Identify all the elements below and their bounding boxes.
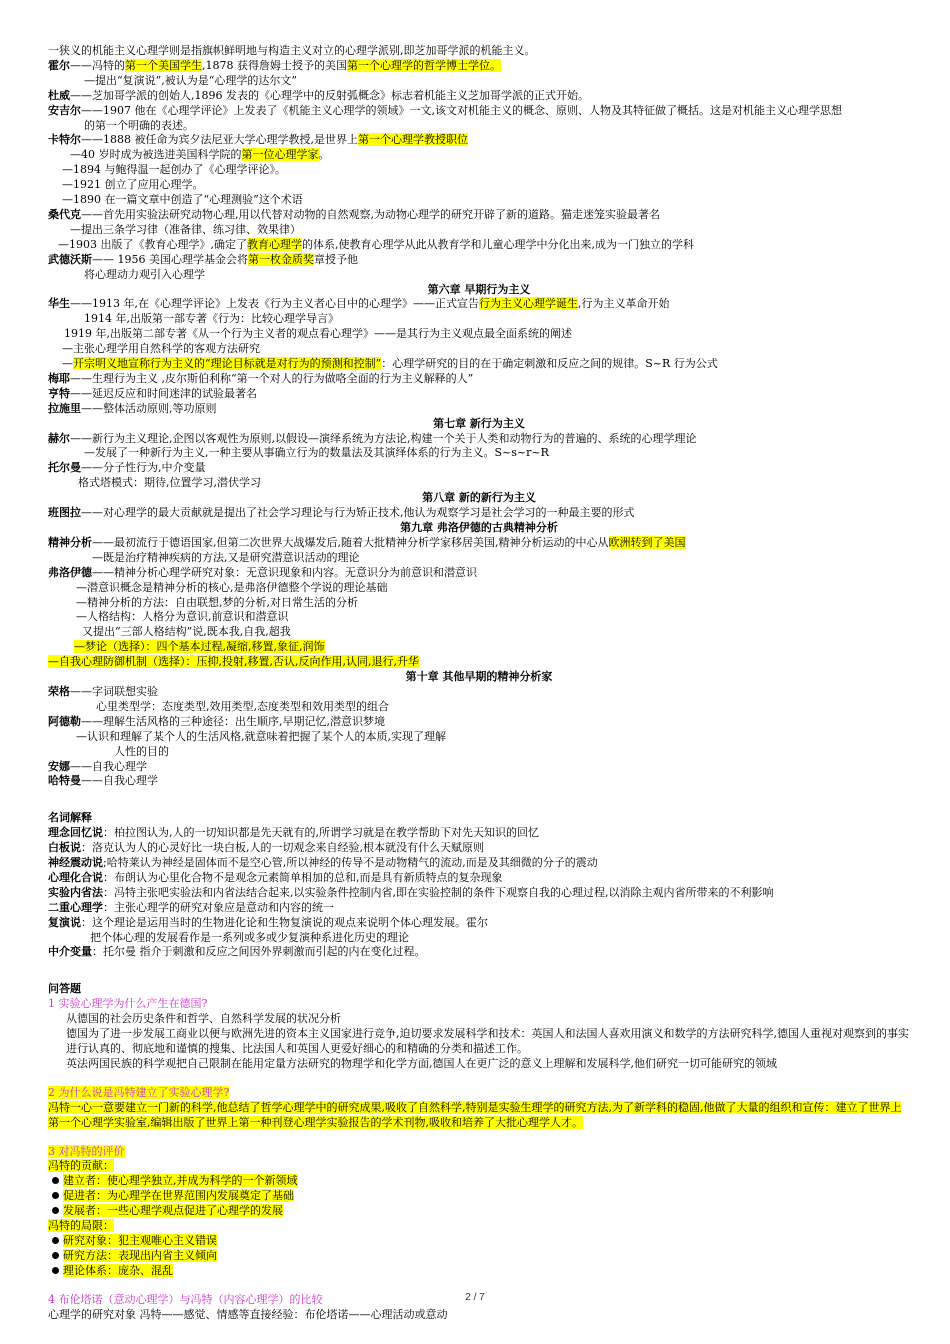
text-line [48,1027,910,1057]
text-segment: —1903 出版了《教育心理学》,确定了 [58,237,247,251]
text-line [48,59,910,74]
text-line [48,1145,910,1160]
text-segment: 教育心理学 [247,237,302,251]
text-line [48,581,910,596]
text-line [48,178,910,193]
text-line [48,774,910,789]
text-segment: 格式塔模式：期待,位置学习,潜伏学习 [78,476,261,490]
chapter-heading [48,521,910,536]
text-segment: 欧洲转到了美国 [608,535,686,549]
text-segment: ——整体活动原则,等功原则 [81,401,217,415]
term-label: 白板说 [48,841,81,855]
text-line [48,856,910,871]
text-segment: ：这个理论是运用当时的生物进化论和生物复演说的观点来说明个体心理发展。霍尔 [81,915,488,929]
text-line [48,44,910,59]
spacer [48,1131,910,1145]
term-label: 安娜 [48,759,70,773]
term-label: 二重心理学 [48,900,103,914]
text-line [48,253,910,268]
text-line [48,1174,910,1189]
text-segment: ：托尔曼 指介于刺激和反应之间因外界刺激而引起的内在变化过程。 [92,945,426,959]
text-segment: ：柏拉图认为,人的一切知识都是先天就有的,所谓学习就是在教学帮助下对先天知识的回忆 [103,826,539,840]
text-line [48,1264,910,1279]
bullet-icon [52,1252,59,1259]
text-segment: ;哈特莱认为神经是固体而不是空心管,所以神经的传导不是动物精气的流动,而是及其细微的分子的震动 [103,856,598,870]
text-segment: 1914 年,出版第一部专著《行为：比较心理学导言》 [84,312,339,326]
text-segment: —提出“复演说”,被认为是“心理学的达尔文” [84,73,297,87]
term-label: 杜威 [48,88,70,102]
term-label: 实验内省法 [48,885,103,899]
text-segment: 1919 年,出版第二部专著《从一个行为主义者的观点看心理学》——是其行为主义观点最全面系统的阐述 [64,327,572,341]
term-label: 第八章 新的新行为主义 [422,491,536,505]
bullet-icon [52,1267,59,1274]
text-segment: —精神分析的方法：自由联想,梦的分析,对日常生活的分析 [76,595,358,609]
text-line [48,700,910,715]
text-line [48,640,910,655]
text-segment: 把个体心理的发展看作是一系列或多或少复演种系进化历史的理论 [90,930,409,944]
text-segment: ,行为主义革命开始 [578,297,670,311]
bullet-icon [52,1207,59,1214]
text-segment: ——延迟反应和时间迷津的试验最著名 [70,386,257,400]
text-line [48,610,910,625]
term-label: 拉施里 [48,401,81,415]
term-label: 华生 [48,297,70,311]
spacer [48,1072,910,1086]
text-segment: 4 布伦塔诺（意动心理学）与冯特（内容心理学）的比较 [48,1292,323,1306]
term-label: 武德沃斯 [48,252,92,266]
text-segment: —梦论（选择）：四个基本过程,凝缩,移置,象征,润饰 [74,640,325,654]
text-segment: ——1907 他在《心理学评论》上发表了《机能主义心理学的领域》一文,该文对机能主义的概念、原则、人物及其特征做了概括。这是对机能主义心理学思想 [81,103,842,117]
text-segment: ——分子性行为,中介变量 [81,461,206,475]
text-line [48,148,910,163]
text-segment: 1 实验心理学为什么产生在德国? [48,997,208,1011]
text-segment: 心里类型学：态度类型,效用类型,态度类型和效用类型的组合 [96,699,389,713]
text-segment: —人格结构：人格分为意识,前意识和潜意识 [76,610,289,624]
text-line [48,811,910,826]
text-line [48,432,910,447]
text-segment: ——1888 被任命为宾夕法尼亚大学心理学教授,是世界上 [81,133,358,147]
text-line [48,1308,910,1323]
term-label: 问答题 [48,982,81,996]
text-segment: 的第一个明确的表述。 [84,118,194,132]
text-segment: 冯特的贡献： [48,1159,114,1173]
term-label: 梅耶 [48,371,70,385]
text-line [48,312,910,327]
text-line [48,826,910,841]
text-segment: 人性的目的 [114,744,169,758]
text-segment: — [62,357,73,371]
text-segment: —1894 与鲍得温一起创办了《心理学评论》。 [62,163,286,177]
text-segment: —1890 在一篇文章中创造了“心理测验”这个术语 [62,193,303,207]
text-segment: ——1913 年,在《心理学评论》上发表《行为主义者心目中的心理学》——正式宣告 [70,297,479,311]
text-line [48,268,910,283]
text-line [48,446,910,461]
spacer [48,960,910,982]
bullet-icon [52,1192,59,1199]
text-line [48,1204,910,1219]
text-segment: ——首先用实验法研究动物心理,用以代替对动物的自然观察,为动物心理学的研究开辟了新的道路。猫走迷笼实验最著名 [81,207,660,221]
text-segment: —认识和理解了某个人的生活风格,就意味着把握了某个人的本质,实现了理解 [76,729,446,743]
text-segment: ——字词联想实验 [70,684,158,698]
text-line [48,655,910,670]
text-line [48,506,910,521]
spacer [48,1279,910,1293]
text-line [48,1057,910,1072]
term-label: 第七章 新行为主义 [433,416,525,430]
text-segment: ——新行为主义理论,企图以客观性为原则,以假设—演绎系统为方法论,构建一个关于人类和动物行为的普遍的、系统的心理学理论 [70,431,697,445]
text-line [48,119,910,134]
text-line [48,1234,910,1249]
text-segment: 将心理动力观引入心理学 [84,267,205,281]
text-segment: —主张心理学用自然科学的客观方法研究 [62,342,260,356]
text-line [48,745,910,760]
text-line [48,1249,910,1264]
page-number: 2 / 7 [465,1292,485,1303]
text-segment: ,1878 获得詹姆士授予的美国 [202,58,347,72]
text-line [48,1219,910,1234]
text-segment: 德国为了进一步发展工商业以便与欧洲先进的资本主义国家进行竞争,迫切要求发展科学和技术：英国人和法国人喜欢用演义和数学的方法研究科学,德国人重视对观察到的事实进行认真的、彻底地和谨慎的搜集、比法国人和英国人更爱好细心的和精确的分类和描述工作。 [66,1027,909,1055]
text-segment: 第一枚金质奖 [248,252,314,266]
term-label: 弗洛伊德 [48,565,92,579]
term-label: 班图拉 [48,506,81,520]
text-line [48,327,910,342]
text-segment: 第一个心理学教授职位 [358,133,468,147]
term-label: 第十章 其他早期的精神分析家 [405,670,553,684]
text-segment: 一狭义的机能主义心理学则是指旗帜鲜明地与构造主义对立的心理学派别,即芝加哥学派的机能主义。 [48,44,536,57]
term-label: 理念回忆说 [48,826,103,840]
text-line [48,715,910,730]
text-segment: ——芝加哥学派的创始人,1896 发表的《心理学中的反射弧概念》标志着机能主义芝加哥学派的正式开始。 [70,88,589,102]
text-segment: 冯特的局限： [48,1219,114,1233]
chapter-heading [48,417,910,432]
text-segment: ——生理行为主义 ,皮尔斯伯利称“第一个对人的行为做咯全面的行为主义解释的人” [70,371,474,385]
text-line [48,461,910,476]
text-segment: —发展了一种新行为主义,一种主要从事确立行为的数量法及其演绎体系的行为主义。S~s~r~R [84,446,549,460]
term-label: 桑代克 [48,207,81,221]
text-segment: 3 对冯特的评价 [48,1144,125,1158]
text-line [48,730,910,745]
text-segment: 冯特一心一意要建立一门新的科学,他总结了哲学心理学中的研究成果,吸收了自然科学,特别是实验生理学的研究方法,为了新学科的稳固,他做了大量的组织和宣传：建立了世界上第一个心理学实验室,编辑出版了世界上第一种刊登心理学实验报告的学术刊物,吸收和培养了大批心理学人才。 [48,1100,902,1129]
text-segment: 英法两国民族的科学观把自己限制在能用定量方法研究的物理学和化学方面,德国人在更广泛的意义上理解和发展科学,他们研究一切可能研究的领域 [66,1056,777,1070]
bullet-icon [52,1237,59,1244]
text-segment: 又提出“三部人格结构”说,既本我,自我,超我 [82,625,291,639]
text-line [48,901,910,916]
term-label: 第六章 早期行为主义 [427,282,531,296]
text-line [48,945,910,960]
text-line [48,372,910,387]
text-line [48,357,910,372]
text-line [48,476,910,491]
text-segment: 研究对象：犯主观唯心主义错误 [63,1233,217,1247]
chapter-heading [48,283,910,298]
text-line [48,931,910,946]
text-segment: ——自我心理学 [81,774,158,788]
text-line [48,223,910,238]
text-segment: 第一位心理学家 [241,148,319,162]
text-segment: ——精神分析心理学研究对象：无意识现象和内容。无意识分为前意识和潜意识 [92,565,477,579]
term-label: 安吉尔 [48,103,81,117]
text-segment: 理论体系：庞杂、混乱 [63,1263,173,1277]
term-label: 赫尔 [48,431,70,445]
text-segment: ：冯特主张吧实验法和内省法结合起来,以实验条件控制内省,即在实验控制的条件下观察自我的心理过程,以消除主观内省所带来的不利影响 [103,885,774,899]
text-segment: ：主张心理学的研究对象应是意动和内容的统一 [103,900,334,914]
text-line [48,1012,910,1027]
text-line [48,297,910,312]
term-label: 霍尔 [48,58,70,72]
term-label: 亨特 [48,386,70,400]
text-line [48,104,910,119]
text-segment: —40 岁时成为被选进美国科学院的 [70,148,242,162]
text-line [48,997,910,1012]
text-line [48,566,910,581]
text-line [48,551,910,566]
text-line [48,89,910,104]
text-line [48,163,910,178]
text-segment: ——最初流行于德语国家,但第二次世界大战爆发后,随着大批精神分析学家移居美国,精神分析运动的中心从 [92,535,609,549]
text-segment: 章授予他 [314,252,358,266]
term-label: 托尔曼 [48,461,81,475]
text-line [48,342,910,357]
text-line [48,387,910,402]
text-segment: ——冯特的 [70,58,125,72]
term-label: 复演说 [48,915,81,929]
text-line [48,1086,910,1101]
text-segment: —既是治疗精神疾病的方法,又是研究潜意识活动的理论 [92,550,360,564]
text-line [48,871,910,886]
text-line [48,193,910,208]
term-label: 第九章 弗洛伊德的古典精神分析 [400,521,558,534]
term-label: 卡特尔 [48,133,81,147]
term-label: 心理化合说 [48,870,103,884]
text-line [48,208,910,223]
term-label: 哈特曼 [48,774,81,788]
text-segment: ：布朗认为心里化合物不是观念元素简单相加的总和,而是具有新质特点的复杂现象 [103,870,503,884]
text-segment: 从德国的社会历史条件和哲学、自然科学发展的状况分析 [66,1012,341,1026]
term-label: 名词解释 [48,811,92,825]
text-line [48,74,910,89]
text-segment: ——对心理学的最大贡献就是提出了社会学习理论与行为矫正技术,他认为观察学习是社会学习的一种最主要的形式 [81,506,635,520]
text-line [48,886,910,901]
term-label: 精神分析 [48,535,92,549]
text-segment: 第一个美国学生 [125,58,202,72]
text-segment: 促进者：为心理学在世界范围内发展奠定了基础 [63,1189,294,1203]
text-line [48,133,910,148]
text-segment: ——自我心理学 [70,759,147,773]
text-line [48,238,910,253]
text-segment: —潜意识概念是精神分析的核心,是弗洛伊德整个学说的理论基础 [76,580,388,594]
text-segment: ：心理学研究的目的在于确定刺激和反应之间的规律。S~R 行为公式 [381,357,718,371]
term-label: 阿德勒 [48,714,81,728]
text-line [48,1189,910,1204]
text-segment: 2 为什么说是冯特建立了实验心理学? [48,1085,230,1099]
term-label: 神经震动说 [48,856,103,870]
text-segment: —提出三条学习律（准备律、练习律、效果律） [70,222,301,236]
text-segment: 第一个心理学的哲学博士学位。 [347,58,501,72]
text-line [48,596,910,611]
text-line [48,982,910,997]
text-segment: 研究方法：表现出内省主义倾向 [63,1248,217,1262]
text-line [48,685,910,700]
text-segment: ：洛克认为人的心灵好比一块白板,人的一切观念来自经验,根本就没有什么天赋原则 [81,841,484,855]
text-segment: —— 1956 美国心理学基金会将 [92,252,248,266]
text-line [48,760,910,775]
text-line [48,402,910,417]
text-line [48,916,910,931]
text-line [48,536,910,551]
document-page [48,44,910,1323]
chapter-heading [48,670,910,685]
text-segment: 建立者：使心理学独立,并成为科学的一个新领域 [63,1174,298,1188]
term-label: 荣格 [48,684,70,698]
text-segment: 心理学的研究对象 冯特——感觉、情感等直接经验：布伦塔诺——心理活动或意动 [48,1307,448,1321]
text-segment: 发展者：一些心理学观点促进了心理学的发展 [63,1204,283,1218]
text-segment: 。 [318,148,330,162]
text-segment: 的体系,使教育心理学从此从教育学和儿童心理学中分化出来,成为一门独立的学科 [302,237,694,251]
bullet-icon [52,1177,59,1184]
term-label: 中介变量 [48,945,92,959]
text-line [48,1159,910,1174]
text-segment: ——理解生活风格的三种途径：出生顺序,早期记忆,潜意识梦境 [81,714,385,728]
chapter-heading [48,491,910,506]
text-segment: —1921 创立了应用心理学。 [62,178,204,192]
text-line [48,841,910,856]
text-line [48,1101,910,1131]
spacer [48,789,910,811]
text-segment: 开宗明义地宣称行为主义的“理论目标就是对行为的预测和控制” [73,357,382,371]
text-segment: —自我心理防御机制（选择）：压抑,投射,移置,否认,反向作用,认同,退行,升华 [48,655,419,669]
text-line [48,625,910,640]
text-segment: 行为主义心理学诞生 [479,297,578,311]
